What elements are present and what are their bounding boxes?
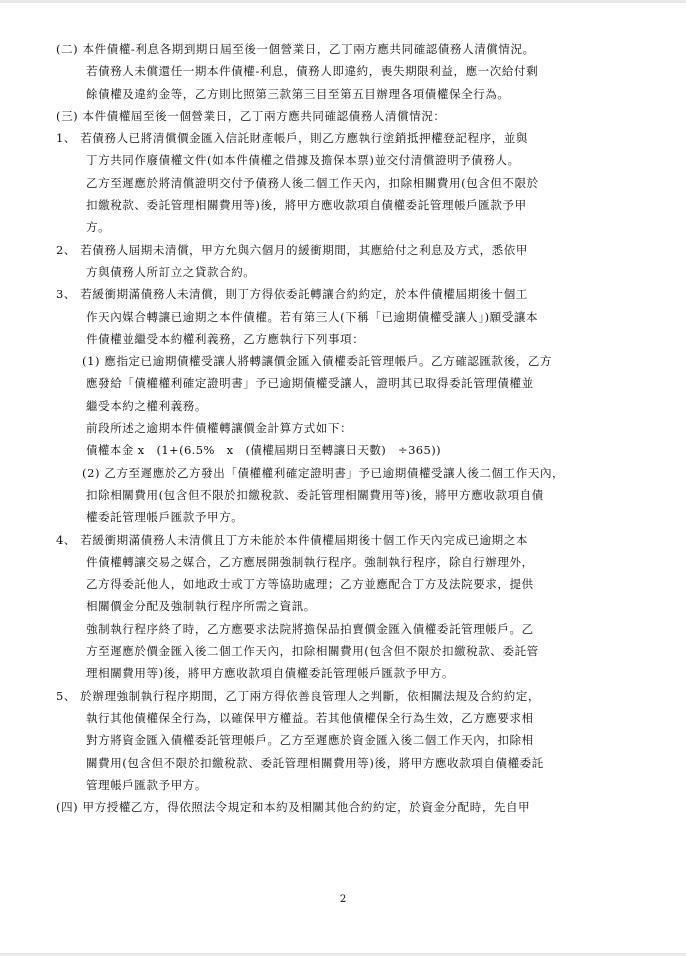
document-line: 乙方至遲應於將清償證明交付予債務人後二個工作天內，扣除相關費用(包含但不限於 [86, 175, 539, 190]
document-line: 件債權轉讓交易之媒合，乙方應展開強制執行程序。強制執行程序，除自行辦理外， [86, 554, 534, 569]
document-line: (2) 乙方至遲應於乙方發出「債權權利確定證明書」予已逾期債權受讓人後二個工作天內， [82, 465, 565, 480]
document-line: 3、 若緩衝期滿債務人未清償，則丁方得依委託轉讓合約約定，於本件債權屆期後十個工 [56, 287, 528, 302]
document-line: 2、 若債務人屆期未清償，甲方允與六個月的緩衝期間，其應給付之利息及方式，悉依甲 [56, 242, 528, 257]
document-line: 關費用(包含但不限於扣繳稅款、委託管理相關費用等)後，將甲方應收款項自債權委託 [86, 755, 544, 770]
document-line: (四) 甲方授權乙方，得依照法令規定和本約及相關其他合約約定，於資金分配時，先自甲 [56, 800, 531, 815]
document-line: 方至遲應於價金匯入後二個工作天內，扣除相關費用(包含但不限於扣繳稅款、委託管 [86, 644, 539, 659]
document-line: 前段所述之逾期本件債權轉讓價金計算方式如下： [86, 421, 353, 436]
document-line: 作天內媒合轉讓已逾期之本件債權。若有第三人(下稱「已逾期債權受讓人」)願受讓本 [86, 309, 539, 324]
document-line: 5、 於辦理強制執行程序期間，乙丁兩方得依善良管理人之判斷，依相關法規及合約約定， [56, 688, 541, 703]
document-line: 權委託管理帳戶匯款予甲方。 [86, 510, 244, 525]
document-line: 方與債務人所訂立之貸款合約。 [86, 264, 256, 279]
document-line: 應發給「債權權利確定證明書」予已逾期債權受讓人，證明其已取得委託管理債權並 [86, 376, 534, 391]
document-line: 理相關費用等)後，將甲方應收款項自債權委託管理帳戶匯款予甲方。 [86, 666, 455, 681]
document-line: 繼受本約之權利義務。 [86, 398, 207, 413]
document-line: 1、 若債務人已將清償價金匯入信託財產帳戶，則乙方應執行塗銷抵押權登記程序，並與 [56, 131, 528, 146]
document-line: 乙方得委託他人，如地政士或丁方等協助處理；乙方並應配合丁方及法院要求，提供 [86, 577, 534, 592]
document-line: (二) 本件債權-利息各期到期日屆至後一個營業日，乙丁兩方應共同確認債務人清償情況。 [56, 42, 535, 56]
document-line: 執行其他債權保全行為，以確保甲方權益。若其他債權保全行為生效，乙方應要求相 [86, 710, 534, 725]
document-line: 對方將資金匯入債權委託管理帳戶。乙方至遲應於資金匯入後二個工作天內，扣除相 [86, 733, 534, 748]
document-line: (1) 應指定已逾期債權受讓人將轉讓價金匯入債權委託管理帳戶。乙方確認匯款後，乙方 [82, 354, 553, 369]
document-line: 管理帳戶匯款予甲方。 [86, 777, 207, 792]
document-line: 相關價金分配及強制執行程序所需之資訊。 [86, 599, 316, 614]
document-line: 債權本金 x (1+(6.5% x (債權屆期日至轉讓日天數) ÷365)) [86, 443, 441, 458]
document-line: 丁方共同作廢債權文件(如本件債權之借據及擔保本票)並交付清償證明予債務人。 [86, 153, 520, 168]
document-line: (三) 本件債權屆至後一個營業日，乙丁兩方應共同確認債務人清償情況： [56, 108, 446, 123]
document-line: 扣除相關費用(包含但不限於扣繳稅款、委託管理相關費用等)後，將甲方應收款項自債 [86, 487, 544, 502]
document-line: 強制執行程序終了時，乙方應要求法院將擔保品拍賣價金匯入債權委託管理帳戶。乙 [86, 621, 534, 636]
document-line: 餘債權及違約金等，乙方則比照第三款第三目至第五目辦理各項債權保全行為。 [86, 86, 510, 101]
document-line: 件債權並繼受本約權利義務，乙方應執行下列事項： [86, 331, 365, 346]
page-number: 2 [339, 894, 347, 905]
page-top-edge [0, 0, 686, 3]
document-line: 扣繳稅款、委託管理相關費用等)後，將甲方應收款項自債權委託管理帳戶匯款予甲 [86, 198, 527, 213]
document-line: 4、 若緩衝期滿債務人未清償且丁方未能於本件債權屆期後十個工作天內完成已逾期之本 [56, 532, 528, 547]
document-line: 若債務人未償還任一期本件債權-利息，債務人即違約，喪失期限利益，應一次給付剩 [86, 64, 539, 79]
contract-body-text [56, 38, 616, 818]
document-line: 方。 [86, 220, 111, 235]
